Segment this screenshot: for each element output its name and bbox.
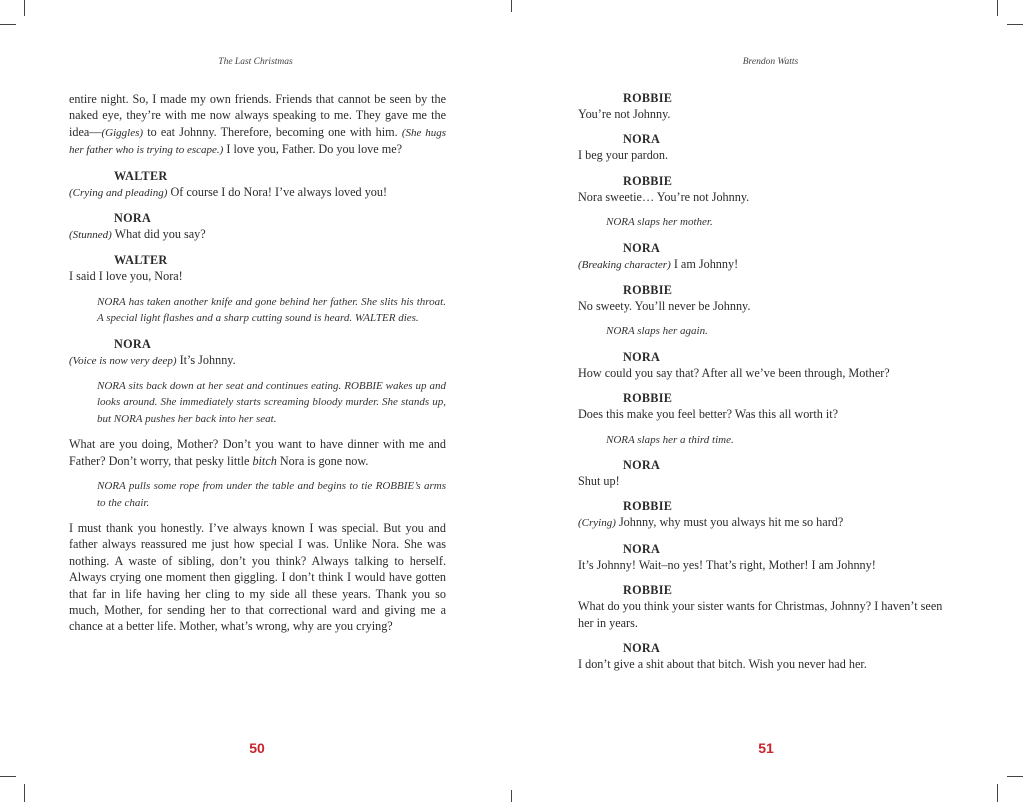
dialogue-line: (Voice is now very deep) It’s Johnny. <box>69 352 236 367</box>
character-name: ROBBIE <box>623 391 673 406</box>
dialogue-line: It’s Johnny! Wait–no yes! That’s right, Mother! I am Johnny! <box>578 557 876 572</box>
running-head-author: Brendon Watts <box>742 57 799 67</box>
page-number: 50 <box>249 740 265 756</box>
character-name: NORA <box>114 336 152 351</box>
stage-direction: NORA pulls some rope from under the table and begins to tie ROBBIE’s arms to the chair. <box>97 480 446 509</box>
left-page <box>0 0 511 802</box>
dialogue-line: I don’t give a shit about that bitch. Wish you never had her. <box>578 657 867 672</box>
character-name: ROBBIE <box>623 91 673 105</box>
stage-direction: NORA sits back down at her seat and continues eating. ROBBIE wakes up and looks around. She immediately starts screaming bloody murder. She stands up, but NORA pushes her back into her seat. <box>97 380 446 425</box>
character-name: ROBBIE <box>623 583 673 598</box>
character-name: NORA <box>114 211 152 226</box>
character-name: NORA <box>623 349 661 364</box>
dialogue-line: (Breaking character) I am Johnny! <box>578 256 739 271</box>
dialogue-line: Shut up! <box>578 474 620 489</box>
character-name: NORA <box>623 541 661 556</box>
dialogue-paragraph: What are you doing, Mother? Don’t you want to have dinner with me and Father? Don’t worry, that pesky little bitch Nora is gone now. <box>69 437 446 468</box>
dialogue-line: What do you think your sister wants for Christmas, Johnny? I haven’t seen her in years. <box>578 599 943 630</box>
character-name: NORA <box>623 240 661 255</box>
dialogue-line: No sweety. You’ll never be Johnny. <box>578 299 751 314</box>
left-text-block <box>69 91 446 635</box>
dialogue-line: Does this make you feel better? Was this all worth it? <box>578 407 839 422</box>
stage-direction: NORA slaps her again. <box>606 325 708 338</box>
dialogue-line: I said I love you, Nora! <box>69 269 183 284</box>
character-name: NORA <box>623 641 661 656</box>
dialogue-line: (Crying and pleading) Of course I do Nora! I’ve always loved you! <box>69 184 388 199</box>
stage-direction: NORA slaps her mother. <box>606 216 713 229</box>
dialogue-paragraph: entire night. So, I made my own friends. Friends that cannot be seen by the naked eye, they’re with me now always speaking to me. They gave me the idea—(Giggles) to eat Johnny. Therefore, becoming one with him. (She hugs her father who is trying to escape.) I love you, Father. Do you love me? <box>69 92 446 157</box>
character-name: NORA <box>623 458 661 473</box>
dialogue-line: (Crying) Johnny, why must you always hit me so hard? <box>578 515 844 530</box>
character-name: ROBBIE <box>623 499 673 514</box>
dialogue-line: I beg your pardon. <box>578 148 669 163</box>
stage-direction: NORA slaps her a third time. <box>606 433 734 446</box>
right-text-block <box>578 90 960 673</box>
dialogue-line: You’re not Johnny. <box>578 107 671 121</box>
character-name: WALTER <box>114 168 168 183</box>
page-number: 51 <box>758 740 774 756</box>
right-page <box>512 0 1023 802</box>
dialogue-paragraph: I must thank you honestly. I’ve always known I was special. But you and father always reassured me just how special I was. Unlike Nora. She was nothing. A waste of sibling, don’t you think? Always talking to herself. Always crying one moment then giggling. I don’t think I would have gotten that far in life having her cling to my side all these years. Thank you so much, Mother, for sending her to that correctional ward and giving me a chance at a better life. Mother, what’s wrong, why are you crying? <box>69 520 446 634</box>
stage-direction: NORA has taken another knife and gone behind her father. She slits his throat. A special light flashes and a sharp cutting sound is heard. WALTER dies. <box>97 295 446 325</box>
character-name: ROBBIE <box>623 283 673 298</box>
character-name: WALTER <box>114 253 168 268</box>
dialogue-line: Nora sweetie… You’re not Johnny. <box>578 189 750 204</box>
character-name: NORA <box>623 132 661 147</box>
character-name: ROBBIE <box>623 173 673 188</box>
running-head-title: The Last Christmas <box>218 57 293 67</box>
dialogue-line: (Stunned) What did you say? <box>69 227 206 242</box>
dialogue-line: How could you say that? After all we’ve been through, Mother? <box>578 365 890 380</box>
